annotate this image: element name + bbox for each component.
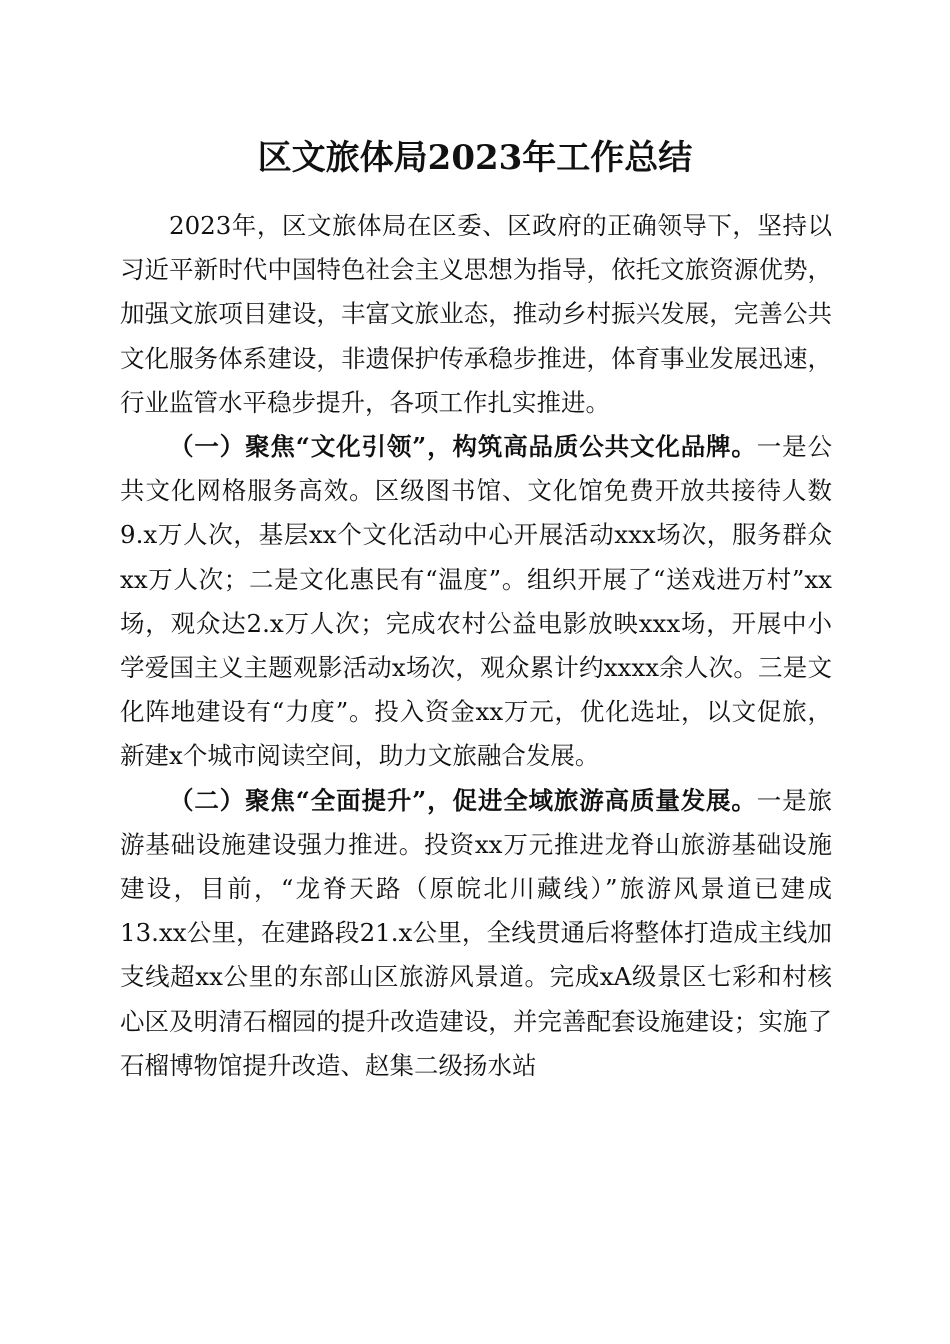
document-body [120, 204, 832, 1088]
paragraph-section-1 [120, 425, 832, 779]
paragraph-section-2 [120, 779, 832, 1088]
paragraph-intro [120, 204, 832, 425]
page-title: 区文旅体局2023年工作总结 [257, 138, 693, 178]
paragraph-text: 一是旅游基础设施建设强力推进。投资xx万元推进龙脊山旅游基础设施建设，目前，“龙脊天路（原皖北川藏线）”旅游风景道已建成13.xx公里，在建路段21.x公里，全线贯通后将整体打造成主线加支线超xx公里的东部山区旅游风景道。完成xA级景区七彩和村核心区及明清石榴园的提升改造建设，并完善配套设施建设；实施了石榴博物馆提升改造、赵集二级扬水站 [120, 785, 832, 1080]
section-heading: （二）聚焦“全面提升”，促进全域旅游高质量发展。 [169, 785, 757, 815]
section-heading: （一）聚焦“文化引领”，构筑高品质公共文化品牌。 [169, 432, 757, 462]
paragraph-text: 一是公共文化网格服务高效。区级图书馆、文化馆免费开放共接待人数9.x万人次，基层xx个文化活动中心开展活动xxx场次，服务群众xx万人次；二是文化惠民有“温度”。组织开展了“送戏进万村”xx场，观众达2.x万人次；完成农村公益电影放映xxx场，开展中小学爱国主义主题观影活动x场次，观众累计约xxxx余人次。三是文化阵地建设有“力度”。投入资金xx万元，优化选址，以文促旅，新建x个城市阅读空间，助力文旅融合发展。 [120, 432, 832, 771]
paragraph-text: 2023年，区文旅体局在区委、区政府的正确领导下，坚持以习近平新时代中国特色社会主义思想为指导，依托文旅资源优势，加强文旅项目建设，丰富文旅业态，推动乡村振兴发展，完善公共文化服务体系建设，非遗保护传承稳步推进，体育事业发展迅速，行业监管水平稳步提升，各项工作扎实推进。 [120, 211, 832, 417]
